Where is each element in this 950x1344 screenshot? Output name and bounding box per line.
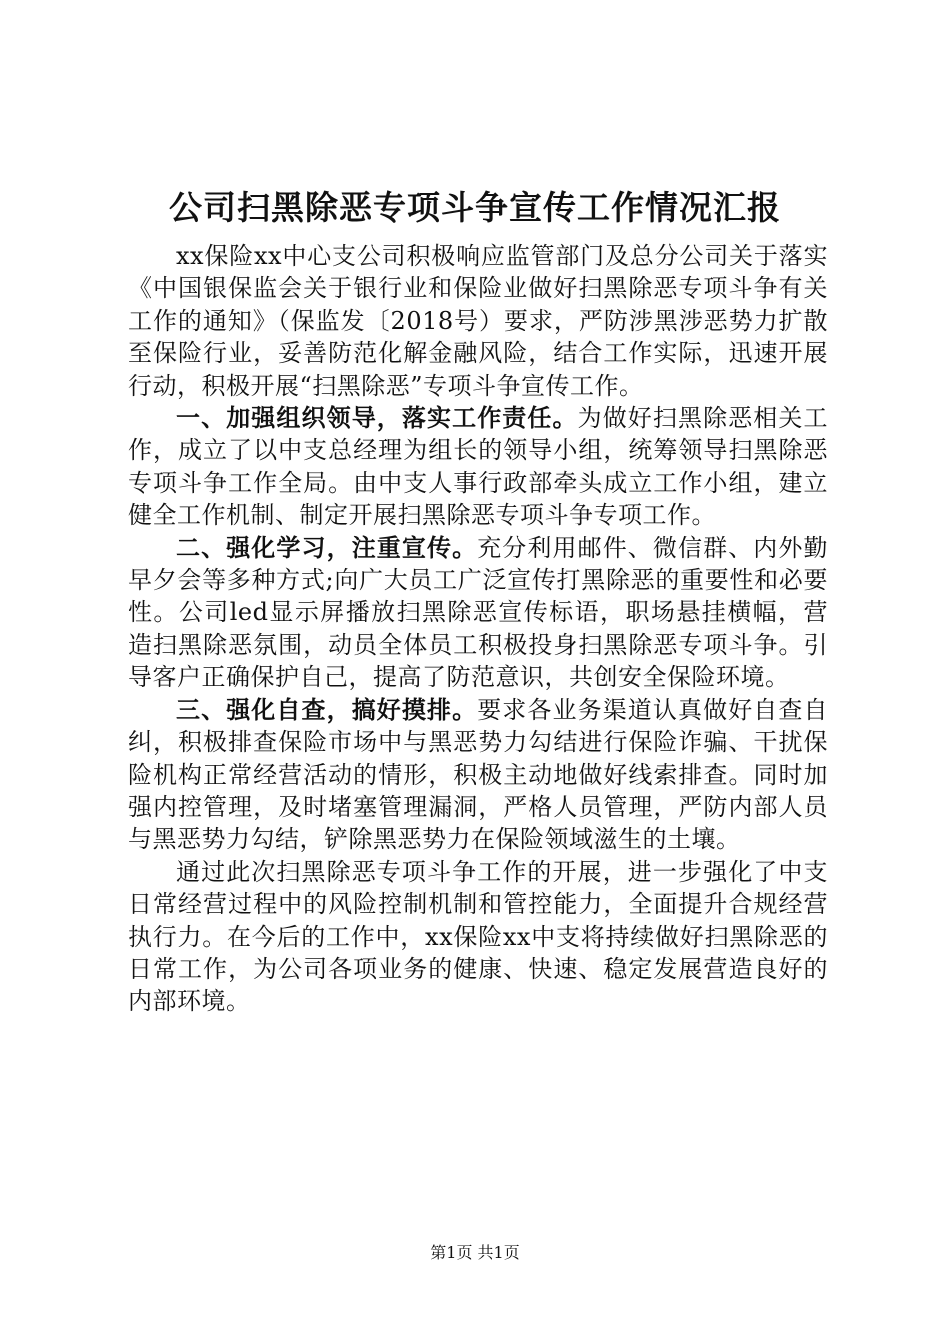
paragraph-text: 为做好扫黑除恶相关工作，成立了以中支总经理为组长的领导小组，统筹领导扫黑除恶专项斗争工作全局。由中支人事行政部牵头成立工作小组，建立健全工作机制、制定开展扫黑除恶专项斗争专项工作。 xyxy=(128,404,829,530)
paragraph-section-2 xyxy=(128,532,828,694)
paragraph-text: 要求各业务渠道认真做好自查自纠，积极排查保险市场中与黑恶势力勾结进行保险诈骗、干扰保险机构正常经营活动的情形，积极主动地做好线索排查。同时加强内控管理，及时堵塞管理漏洞，严格人员管理，严防内部人员与黑恶势力勾结，铲除黑恶势力在保险领域滋生的土壤。 xyxy=(128,695,829,854)
document-title: 公司扫黑除恶专项斗争宣传工作情况汇报 xyxy=(169,188,781,227)
page-footer: 第1页 共1页 xyxy=(430,1243,520,1262)
document-body xyxy=(128,240,828,1018)
paragraph-conclusion xyxy=(128,856,828,1018)
paragraph-intro xyxy=(128,240,828,402)
section-heading: 一、加强组织领导，落实工作责任。 xyxy=(176,403,578,433)
section-heading: 三、强化自查，搞好摸排。 xyxy=(176,694,478,724)
paragraph-text: 充分利用邮件、微信群、内外勤早夕会等多种方式;向广大员工广泛宣传打黑除恶的重要性和必要性。公司led显示屏播放扫黑除恶宣传标语，职场悬挂横幅，营造扫黑除恶氛围，动员全体员工积极投身扫黑除恶专项斗争。引导客户正确保护自己，提高了防范意识，共创安全保险环境。 xyxy=(128,533,829,692)
section-heading: 二、强化学习，注重宣传。 xyxy=(176,532,478,562)
paragraph-text: xx保险xx中心支公司积极响应监管部门及总分公司关于落实《中国银保监会关于银行业和保险业做好扫黑除恶专项斗争有关工作的通知》（保监发〔2018号）要求，严防涉黑涉恶势力扩散至保险行业，妥善防范化解金融风险，结合工作实际，迅速开展行动，积极开展“扫黑除恶”专项斗争宣传工作。 xyxy=(128,242,828,400)
paragraph-section-3 xyxy=(128,694,828,856)
paragraph-text: 通过此次扫黑除恶专项斗争工作的开展，进一步强化了中支日常经营过程中的风险控制机制和管控能力，全面提升合规经营执行力。在今后的工作中，xx保险xx中支将持续做好扫黑除恶的日常工作，为公司各项业务的健康、快速、稳定发展营造良好的内部环境。 xyxy=(128,857,828,1016)
paragraph-section-1 xyxy=(128,402,828,532)
